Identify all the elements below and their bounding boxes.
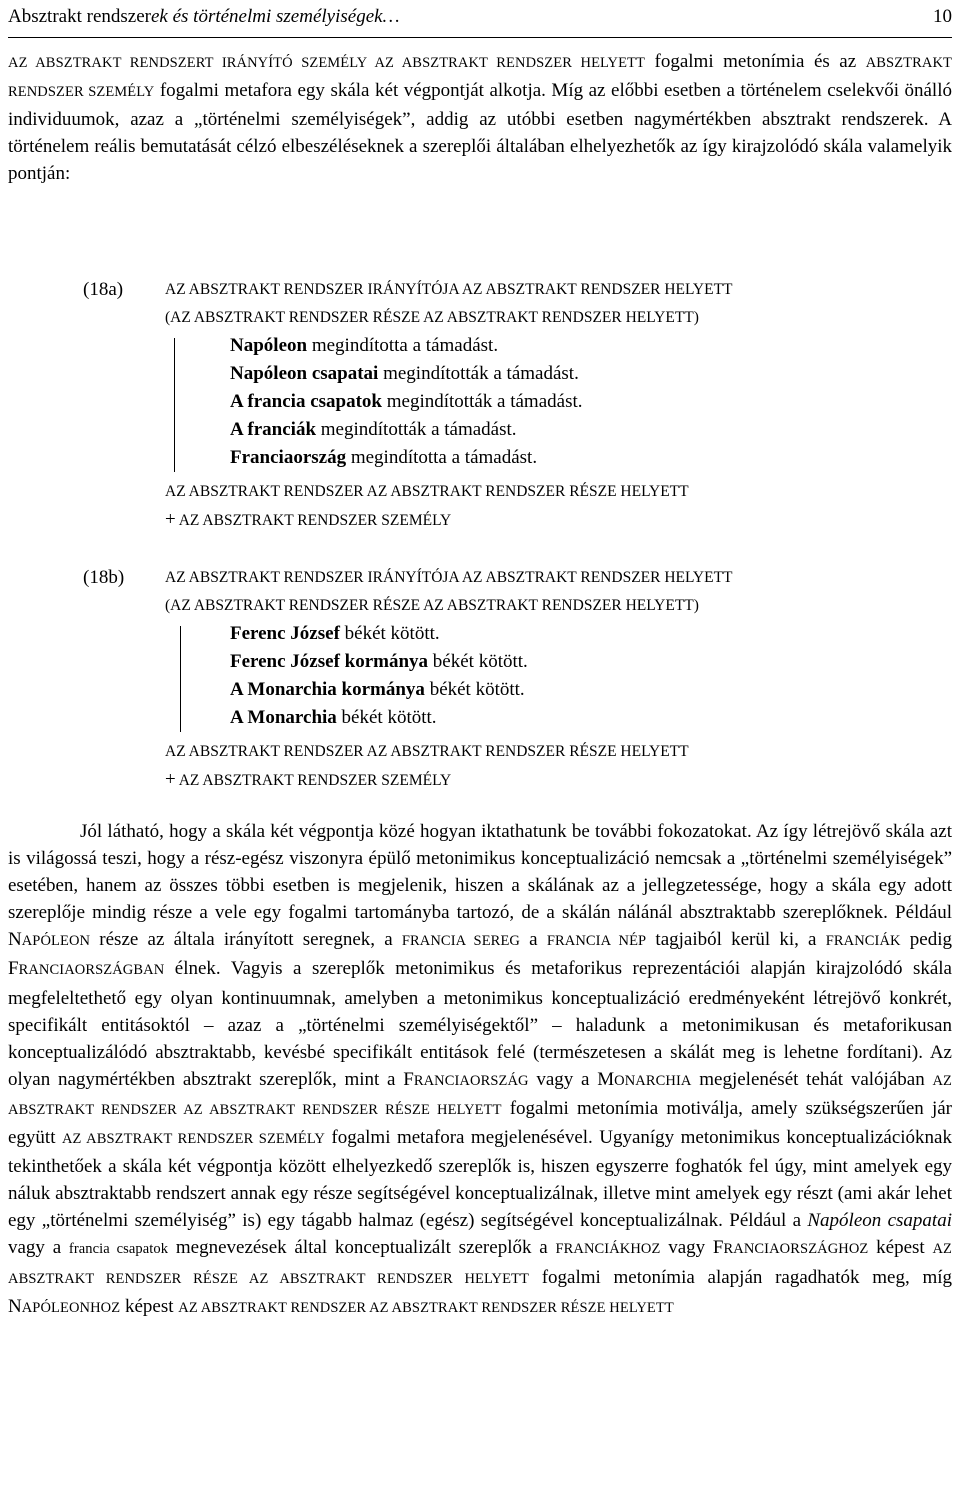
smallcaps-text: FRANCIA NÉP [546,933,647,950]
bottom-line-2-text: AZ ABSZTRAKT RENDSZER SZEMÉLY [175,772,452,789]
scale-bracket [180,626,181,732]
sentence-bold: A franciák [230,419,317,440]
italic-text: Napóleon csapatai [807,1210,952,1232]
body-text: fogalmi metonímia alapján ragadhatók meg, míg [528,1266,952,1288]
sentence-rest: megindították a támadást. [382,391,583,412]
smallcaps-text: APÓLEON [21,933,91,950]
body-text: fogalmi metafora megjelenésével. Ugyanígy metonimikus konceptualizációknak tekinthetőek a skála két végpontja között elhelyezkedő szereplők is, hiszen egyszerre foghatók fel úgy, mint amelyek egy náluk absztraktabb rendszert annak egy része segítségével konceptualizálnak, illetve mint amelyek egy részt (ami akár lehet egy „történelmi személyiség” is) egy tágabb halmaz (egész) segítségével konceptualizálnak. Például a [8,1127,952,1232]
smallcaps-text: RANCIAORSZÁG [413,1072,529,1089]
running-header [8,0,952,38]
example-sentence [230,332,498,360]
body-text: tagjaiból kerül ki, a [646,929,826,951]
example-sentence [230,676,525,704]
intro-text-1: fogalmi metonímia és az [644,51,866,72]
body-text: pedig [900,929,953,951]
sentence-bold: A Monarchia kormánya [230,679,425,700]
example-sentence [230,360,579,388]
body-text: képest [868,1237,933,1259]
sentence-rest: békét kötött. [336,707,437,728]
smallcaps-text: FRANCIÁK [825,933,901,950]
page-number: 10 [933,6,952,27]
sentence-bold: Ferenc József [230,623,340,644]
example-top-line-2: (AZ ABSZTRAKT RENDSZER RÉSZE AZ ABSZTRAKT RENDSZER HELYETT) [165,309,699,326]
smallcaps-text: FRANCIA SEREG [401,933,520,950]
smallcaps-text: FRANCIÁKHOZ [555,1241,661,1258]
example-top-line-1: AZ ABSZTRAKT RENDSZER IRÁNYÍTÓJA AZ ABSZTRAKT RENDSZER HELYETT [165,281,733,298]
sentence-rest: megindította a támadást. [307,335,499,356]
body-text: képest [120,1295,179,1317]
smallcaps-initial: F [712,1237,724,1259]
sentence-rest: megindította a támadást. [346,447,538,468]
body-text: vagy a [8,1237,69,1259]
sentence-rest: békét kötött. [339,623,440,644]
body-text: megnevezések által konceptualizált szereplők a [168,1237,556,1259]
sentence-rest: megindították a támadást. [378,363,579,384]
example-sentence [230,648,528,676]
intro-sc-metonymy: AZ ABSZTRAKT RENDSZERT IRÁNYÍTÓ SZEMÉLY AZ ABSZTRAKT RENDSZER HELYETT [8,55,645,71]
example-label: (18b) [83,567,125,588]
sentence-bold: A francia csapatok [230,391,382,412]
example-bottom-line-1: AZ ABSZTRAKT RENDSZER AZ ABSZTRAKT RENDSZER RÉSZE HELYETT [165,483,689,500]
plus-sign: + [165,509,176,530]
example-top-line-2: (AZ ABSZTRAKT RENDSZER RÉSZE AZ ABSZTRAKT RENDSZER HELYETT) [165,597,699,614]
example-label: (18a) [83,279,124,300]
example-sentence [230,444,537,472]
example-sentence [230,704,437,732]
sentence-rest: békét kötött. [428,651,528,672]
bottom-line-2-text: AZ ABSZTRAKT RENDSZER SZEMÉLY [175,512,452,529]
example-18b [8,564,952,800]
body-text: vagy a [528,1068,598,1090]
smallcaps-initial: N [8,929,22,951]
running-title-italic: ek és történelmi személyiségek… [150,6,400,27]
smallcaps-text: AZ ABSZTRAKT RENDSZER AZ ABSZTRAKT RENDSZER RÉSZE HELYETT [178,1299,674,1316]
sentence-bold: Napóleon csapatai [230,363,379,384]
body-text: megjelenését tehát valójában [691,1068,933,1090]
smallcaps-text: francia csapatok [68,1241,169,1258]
body-text: Jól látható, hogy a skála két végpontja közé hogyan iktathatunk be további fokozatokat. Az így létrejövő skála azt is világossá teszi, hogy a rész-egész viszonyra épülő metonimikus konceptualizáció nemcsak a „történelmi személyiségek” esetében, hanem az összes többi esetben is megjelenik, hiszen a skálának az a jellegzetessége, hogy a skála egy adott szereplője mindig része a vele egy fogalmi tartományba tartozó, de a skálán nálánál absztraktabb szereplőknek. Például [8,821,952,924]
sentence-bold: A Monarchia [230,707,337,728]
smallcaps-text: AZ ABSZTRAKT RENDSZER RÉSZE AZ ABSZTRAKT RENDSZER HELYETT [8,1241,952,1287]
smallcaps-text: AZ ABSZTRAKT RENDSZER AZ ABSZTRAKT RENDSZER RÉSZE HELYETT [8,1072,952,1118]
sentence-bold: Napóleon [230,335,308,356]
example-sentence [230,620,440,648]
body-text: fogalmi metonímia motiválja, amely szükségszerűen jár együtt [8,1097,952,1149]
example-18a [8,276,952,540]
body-text: vagy [660,1237,713,1259]
example-top-line-1: AZ ABSZTRAKT RENDSZER IRÁNYÍTÓJA AZ ABSZTRAKT RENDSZER HELYETT [165,569,733,586]
intro-sc-metaphor: ABSZTRAKT RENDSZER SZEMÉLY [8,55,952,101]
running-title [8,6,399,28]
smallcaps-initial: F [8,958,19,980]
example-bottom-line-2 [165,506,451,535]
sentence-rest: békét kötött. [424,679,525,700]
sentence-bold: Franciaország [230,447,347,468]
smallcaps-text: RANCIAORSZÁGBAN [18,962,165,979]
plus-sign: + [165,769,176,790]
example-bottom-line-2 [165,766,451,795]
body-text: élnek. Vagyis a szereplők metonimikus és metaforikus reprezentációi alapján kirajzolódó skála megfeleltethető egy olyan kontinuumnak, amelyben a metonimikus konceptualizáció eredményeként létrejövő konkrét, specifikált entitásoktól – azaz a „történelmi személyiségektől” – haladunk a metonimikusan és metaforikusan konceptualizálódó absztraktabb, kevésbé specifikált entitások felé (természetesen a skálát meg is lehetne fordítani). Az olyan nagymértékben absztrakt szereplők, mint a [8,958,952,1090]
body-paragraph [8,818,952,1322]
smallcaps-text: ONARCHIA [614,1072,692,1089]
smallcaps-text: AZ ABSZTRAKT RENDSZER SZEMÉLY [61,1131,325,1148]
smallcaps-text: RANCIAORSZÁGHOZ [723,1241,869,1258]
scale-bracket [174,338,175,472]
sentence-bold: Ferenc József kormánya [230,651,429,672]
body-text: a [519,929,547,951]
example-sentence [230,416,517,444]
intro-text-2: fogalmi metafora egy skála két végpontját alkotja. Míg az előbbi esetben a történelem cselekvői önálló individuumok, azaz a „történelmi személyiségek”, addig az utóbbi esetben nagymértékben absztrakt rendszerek. A történelem reális bemutatását célzó elbeszéléseknek a szereplői általában elhelyezhetők az így kirajzolódó skála valamelyik pontján: [8,80,952,185]
running-title-prefix: Absztrakt rendszer [8,6,151,27]
example-bottom-line-1: AZ ABSZTRAKT RENDSZER AZ ABSZTRAKT RENDSZER RÉSZE HELYETT [165,743,689,760]
smallcaps-initial: M [597,1068,615,1090]
sentence-rest: megindították a támadást. [316,419,517,440]
example-sentence [230,388,583,416]
smallcaps-initial: F [403,1068,414,1090]
smallcaps-text: APÓLEONHOZ [21,1299,121,1316]
body-text: része az általa irányított seregnek, a [90,929,402,951]
smallcaps-initial: N [8,1295,22,1317]
intro-paragraph [8,48,952,187]
